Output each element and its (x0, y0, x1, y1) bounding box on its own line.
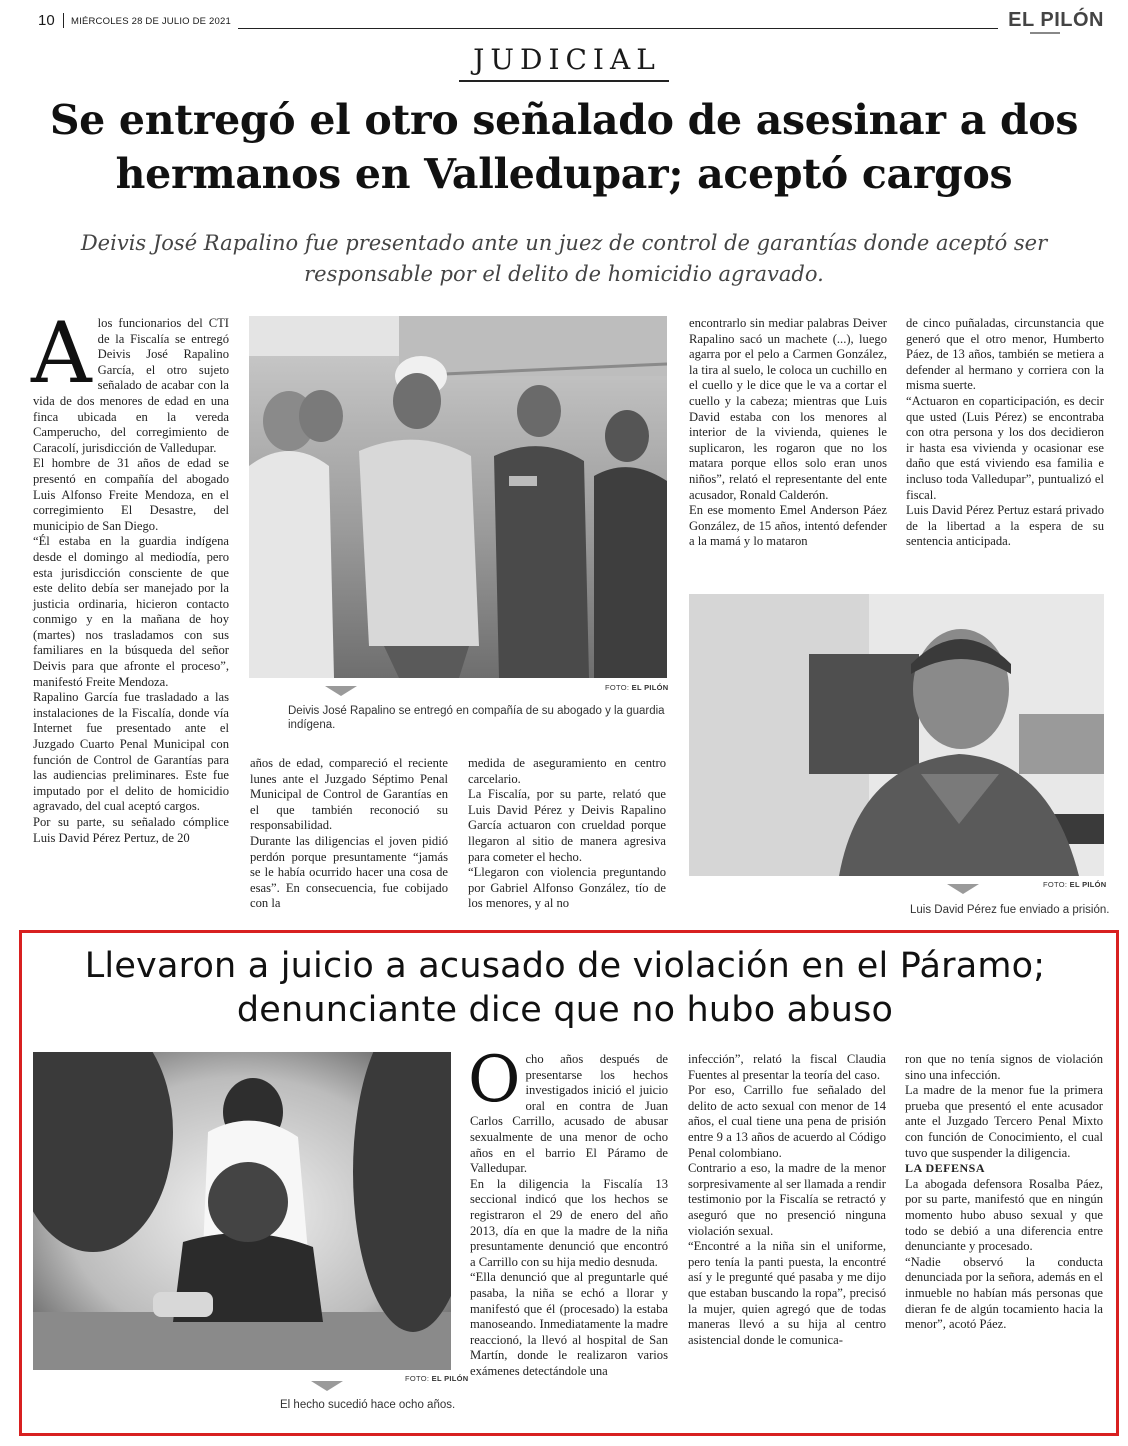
header-divider (63, 13, 64, 28)
paragraph: Por eso, Carrillo fue señalado del delito de acto sexual con menor de 14 años, el cual tiene una pena de prisión entre 9 a 13 años de acuerdo al Código Penal colombiano. (688, 1083, 886, 1160)
article2-headline: Llevaron a juicio a acusado de violación en el Páramo; denunciante dice que no hubo abuso (84, 946, 1046, 1030)
section-subhead: LA DEFENSA (905, 1161, 986, 1176)
paragraph: “Encontré a la niña sin el uniforme, pero tenía la panti puesta, la encontré así y le pregunté qué pasaba y me dijo que estaban buscando la ropa”, precisó la mujer, quien agregó que de todas maneras llevó a su hija al centro asistencial donde le comunica- (688, 1239, 886, 1347)
paragraph: los funcionarios del CTI de la Fiscalía se entregó Deivis José Rapalino García, el otro sujeto señalado de acabar con la vida de dos menores de edad en una finca ubicada en la vereda Camperucho, del corregimiento de Caracolí, jurisdicción de Valledupar. (33, 316, 229, 455)
page-number: 10 (38, 12, 55, 29)
caption-marker-icon (325, 686, 357, 696)
paragraph: Por su parte, su señalado cómplice Luis David Pérez Pertuz, de 20 (33, 815, 229, 845)
article1-column-2 (250, 756, 448, 920)
paragraph: Luis David Pérez Pertuz estará privado de la libertad a la espera de su sentencia anticipada. (906, 503, 1104, 549)
paragraph: El hombre de 31 años de edad se presentó en compañía del abogado Luis Alfonso Freite Mendoza, en el corregimiento El Desastre, del municipio de San Diego. (33, 456, 229, 533)
caption-marker-icon (311, 1381, 343, 1391)
issue-date: MIÉRCOLES 28 DE JULIO DE 2021 (71, 16, 231, 27)
drop-cap: O (468, 1043, 521, 1117)
paragraph: “Ella denunció que al preguntarle qué pasaba, la niña se echó a llorar y manifestó que él (procesado) la estaba manoseando. Inmediatamente la madre reaccionó, la llevó al hospital de San Martín, donde le realizaron varios exámenes detectándole una (470, 1270, 668, 1378)
section-label-text: JUDICIAL (459, 43, 669, 82)
paragraph: La madre de la menor fue la primera prueba que presentó el ente acusador ante el Juzgado Tercero Penal Mixto con función de Conocimiento, el cual tuvo que suspender la diligencia. (905, 1083, 1103, 1160)
article2-column-3 (905, 1052, 1103, 1428)
paragraph: En ese momento Emel Anderson Páez González, de 15 años, intentó defender a la mamá y lo mataron (689, 503, 887, 549)
article2-photo (33, 1052, 451, 1370)
paragraph: Durante las diligencias el joven pidió perdón porque presuntamente “jamás se le había ocurrido hacer una cosa de esas”. En consecuencia, fue cobijado con la (250, 833, 448, 911)
caption-marker-icon (947, 884, 979, 894)
paragraph: cho años después de presentarse los hechos investigados inició el juicio oral en contra de Juan Carlos Carrillo, acusado de abusar sexualmente de una menor de ocho años en el barrio El Páramo de Valledupar. (470, 1052, 668, 1176)
photo-credit: FOTO: EL PILÓN (405, 1374, 469, 1383)
article2-column-2 (688, 1052, 886, 1428)
photo-caption: El hecho sucedió hace ocho años. (280, 1399, 456, 1411)
article2-column-1 (468, 1043, 668, 1428)
newspaper-logo: EL PILÓN (1008, 9, 1104, 31)
photo-credit: FOTO: EL PILÓN (605, 683, 669, 692)
paragraph: La Fiscalía, por su parte, relató que Luis David Pérez y Deivis Rapalino García actuaron con crueldad porque llegaron al sitio de manera agresiva para cometer el hecho. (468, 787, 666, 864)
page-header (38, 10, 1108, 32)
article1-column-3-bottom (468, 756, 666, 920)
paragraph: de cinco puñaladas, circunstancia que generó que el otro menor, Humberto Páez, de 13 años, también se metiera a defender al hermano y corriera con la misma suerte. (906, 316, 1104, 393)
paragraph: Contrario a eso, la madre de la menor sorpresivamente al ser llamada a rendir testimonio por la Fiscalía se retractó y aseguró que no presenció ninguna violación sexual. (688, 1161, 886, 1238)
paragraph: medida de aseguramiento en centro carcelario. (468, 756, 666, 786)
section-label (0, 43, 1128, 82)
article1-photo-suspect (689, 594, 1104, 876)
paragraph: “Nadie observó la conducta denunciada por la señora, además en el inmueble no habían más personas que dieran fe de algún tocamiento hacia la menor”, acotó Páez. (905, 1254, 1103, 1332)
article1-photo-arrest (249, 316, 667, 678)
paragraph: “Llegaron con violencia preguntando por Gabriel Alfonso González, tío de los menores, y al no (468, 865, 666, 911)
article1-column-4 (906, 316, 1104, 572)
paragraph: encontrarlo sin mediar palabras Deiver Rapalino sacó un machete (...), luego agarra por el pelo a Carmen González, la tira al suelo, le coloca un cuchillo en el cuello y le dice que le va a cortar el cuello y la cabeza; mientras que Luis David estaba con los menores al interior de la vivienda, quienes le suplicaron, les rogaron que no los matara porque ellos solo eran unos niños”, relató el representante del ente acusador, Ronald Calderón. (689, 316, 887, 502)
header-rule (238, 28, 998, 29)
article1-headline: Se entregó el otro señalado de asesinar a dos hermanos en Valledupar; aceptó cargos (49, 96, 1079, 198)
paragraph: infección”, relató la fiscal Claudia Fuentes al presentar la teoría del caso. (688, 1052, 886, 1082)
paragraph: años de edad, compareció el reciente lunes ante el Juzgado Séptimo Penal Municipal de Control de Garantías en el que también reconoció su responsabilidad. (250, 756, 448, 833)
paragraph: Rapalino García fue trasladado a las instalaciones de la Fiscalía, donde vía Internet fue presentado ante el Juzgado Cuarto Penal Municipal con función de Control de Garantías para las audiencias preliminares. Este fue imputado por el delito de homicidio agravado, del cual aceptó cargos. (33, 690, 229, 814)
paragraph: “Actuaron en coparticipación, es decir que usted (Luis Pérez) se encontraba con otra persona y los dos decidieron ir hasta esa vivienda y ocasionar ese daño que está viviendo esa familia e incluso toda Valledupar”, puntualizó el fiscal. (906, 393, 1104, 502)
paragraph: “Él estaba en la guardia indígena desde el domingo al mediodía, pero esta jurisdicción consciente de que este delito debía ser manejado por la justicia ordinaria, hicieron contacto conmigo y en la mañana de hoy (martes) nos trasladamos con sus familiares en la búsqueda del señor Deivis para que afronte el proceso”, manifestó Freite Mendoza. (33, 534, 229, 689)
paragraph: La abogada defensora Rosalba Páez, por su parte, manifestó que en ningún momento hubo abuso sexual y que todo se debió a una diferencia entre denunciante y procesado. (905, 1176, 1103, 1254)
article1-column-1 (31, 304, 229, 920)
paragraph: En la diligencia la Fiscalía 13 seccional indicó que los hechos se registraron el 29 de enero del año 2013, día en que la madre de la niña presuntamente denunció que encontró a Carrillo con su hija medio desnuda. (470, 1176, 668, 1269)
article1-column-3-top (689, 316, 887, 572)
photo-caption: Luis David Pérez fue enviado a prisión. (910, 904, 1110, 916)
paragraph: ron que no tenía signos de violación sino una infección. (905, 1052, 1103, 1082)
photo-credit: FOTO: EL PILÓN (1043, 880, 1107, 889)
drop-cap: A (31, 304, 92, 402)
article1-deck: Deivis José Rapalino fue presentado ante un juez de control de garantías donde aceptó ser responsable por el delito de homicidio agravado. (80, 231, 1048, 286)
photo-caption: Deivis José Rapalino se entregó en compañía de su abogado y la guardia indígena. (288, 705, 665, 731)
logo-underline (1030, 32, 1060, 34)
